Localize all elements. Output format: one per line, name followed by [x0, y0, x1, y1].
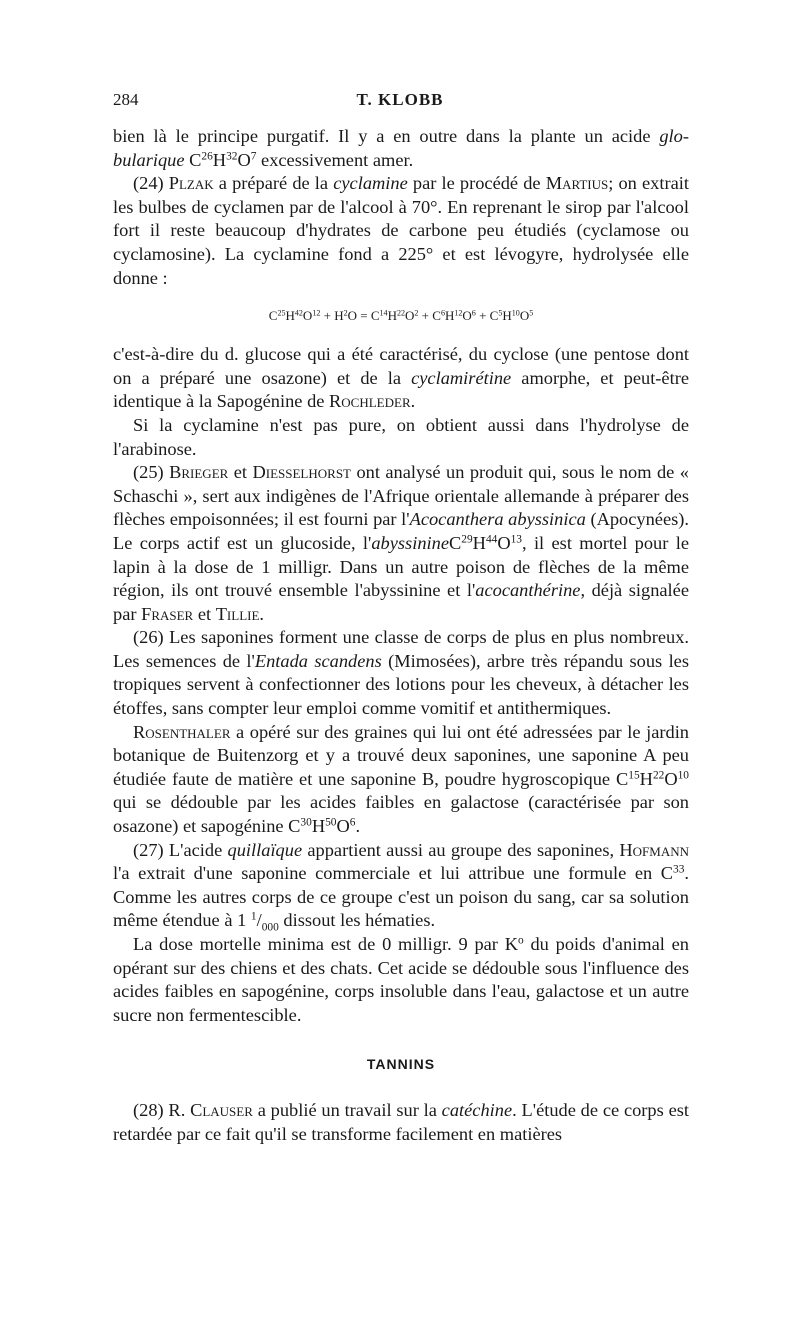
italic-term: globularique — [113, 126, 689, 170]
text-run: O — [497, 532, 511, 553]
paragraph — [113, 414, 689, 461]
text-run: H — [285, 308, 295, 324]
superscript: 6 — [440, 308, 445, 318]
superscript: 14 — [379, 308, 388, 318]
italic-term: acocanthérine — [475, 580, 581, 601]
superscript: o — [518, 934, 524, 947]
paragraph — [113, 933, 689, 1027]
superscript: 26 — [201, 150, 213, 163]
author-name: Brieger — [169, 462, 229, 483]
superscript: 50 — [325, 816, 337, 829]
paragraph — [113, 839, 689, 933]
text-run: (24) — [133, 173, 169, 194]
text-run: C — [268, 308, 278, 324]
superscript: 22 — [652, 769, 665, 782]
text-run: O — [664, 768, 678, 789]
italic-term: catéchine — [441, 1100, 513, 1121]
superscript: 12 — [454, 308, 463, 318]
text-run: . — [259, 603, 265, 624]
text-run: ; on extrait les bulbes de cyclamen par de l'alcool à 70°. En reprenant le sirop par l'alcool fort il reste beaucoup d'hydrates de carbone peu étudiés (cyclamose ou cyclamosine). La cyclamine fond a 225° et est lévogyre, hydrolysée elle donne : — [113, 173, 689, 288]
text-run: , il est mortel pour le lapin à la dose de 1 milligr. Dans un autre poison de flèches de la même région, ils ont trouvé ensemble l'abyssinine et l' — [113, 532, 689, 601]
text-run: H — [639, 768, 653, 789]
paragraph — [113, 721, 689, 839]
section-heading — [113, 1053, 689, 1075]
text-run: a opéré sur des graines qui lui ont été adressées par le jardin botanique de Buitenzorg et y a trouvé deux saponines, une saponine A peu étudiée faute de matière et une saponine B, poudre hygroscopique C — [113, 721, 689, 789]
text-run: O — [237, 149, 251, 170]
text-run: (28) R. — [133, 1100, 191, 1121]
author-name: Clauser — [190, 1100, 253, 1121]
superscript: 29 — [461, 533, 473, 546]
superscript: 12 — [312, 308, 321, 318]
author-name: Tillie — [215, 603, 260, 624]
text-run: C — [184, 149, 202, 170]
text-run: + H — [320, 308, 344, 324]
text-run: . Comme les autres corps de ce groupe c'est un poison du sang, car sa solution même étendue à 1 — [113, 863, 689, 931]
superscript: 2 — [414, 308, 419, 318]
text-run: O — [462, 308, 472, 324]
superscript: 42 — [294, 308, 303, 318]
text-run: H — [387, 308, 397, 324]
text-run: C — [448, 532, 462, 553]
paragraph — [113, 125, 689, 172]
superscript: 22 — [396, 308, 405, 318]
text-run: excessivement amer. — [256, 149, 414, 170]
text-run: amorphe, et peut-être identique à la Sapogénine de — [113, 367, 689, 412]
paragraph — [113, 626, 689, 720]
superscript: 32 — [226, 150, 238, 163]
text-run: + C — [475, 308, 499, 324]
author-name: Fraser — [141, 603, 194, 624]
chemical-equation — [113, 306, 689, 326]
italic-term: Entada scandens — [254, 650, 382, 671]
text-run: a préparé de la — [213, 173, 334, 194]
superscript: 6 — [349, 816, 356, 829]
text-run: H — [502, 308, 512, 324]
text-run: l'a extrait d'une saponine commerciale et lui attribue une formule en C — [113, 863, 673, 884]
text-run: La dose mortelle minima est de 0 milligr. 9 par K — [133, 934, 518, 954]
text-run: dissout les hématies. — [278, 910, 436, 931]
author-name: Hofmann — [619, 839, 689, 860]
superscript: 10 — [511, 308, 520, 318]
text-run: (Mimosées), arbre très répandu sous les tropiques servent à confectionner des lotions pour les cheveux, à détacher les étoffes, sans compter leur emploi comme vomitif et antithermiques. — [113, 650, 689, 719]
text-run: c'est-à-dire du d. glucose qui a été caractérisé, du cyclose (une pentose dont on a préparé une osazone) et de la — [113, 344, 689, 388]
superscript: 5 — [498, 308, 503, 318]
superscript: 1 — [250, 911, 257, 924]
text-run: O — [519, 308, 530, 324]
author-name: Rochleder — [329, 391, 411, 412]
superscript: 6 — [471, 308, 476, 318]
superscript: 5 — [529, 308, 534, 318]
text-run: H — [444, 308, 455, 324]
text-run: + C — [418, 308, 441, 324]
text-run: O — [302, 308, 313, 324]
text-run: et — [193, 603, 216, 624]
text-run: O — [336, 816, 350, 837]
text-run: H — [472, 532, 486, 553]
paragraph — [113, 461, 689, 626]
author-name: Diesselhorst — [252, 462, 351, 483]
text-run: Si la cyclamine n'est pas pure, on obtient aussi dans l'hydrolyse de l'arabinose. — [113, 414, 689, 459]
superscript: 33 — [673, 863, 685, 876]
text-run: (26) Les saponines forment une classe de corps de plus en plus nombreux. Les semences de l' — [113, 627, 689, 671]
subscript: 000 — [261, 922, 279, 935]
text-run: , déjà signalée par — [113, 580, 689, 624]
text-run: ont analysé un produit qui, sous le nom de « Schaschi », sert aux indigènes de l'Afrique orientale allemande à préparer des flèches empoisonnées; il est fourni par l' — [113, 462, 689, 530]
italic-term: cyclamine — [333, 173, 408, 194]
text-run: . — [410, 391, 416, 412]
superscript: 15 — [628, 769, 640, 782]
text-run: . — [355, 816, 361, 837]
page-number: 284 — [113, 90, 139, 109]
text-run: H — [311, 816, 326, 837]
superscript: 13 — [510, 533, 522, 546]
text-run: O = C — [347, 308, 380, 324]
italic-term: Acocanthera abyssinica — [409, 509, 586, 530]
paragraph — [113, 1099, 689, 1146]
author-name: Martius — [545, 173, 609, 194]
italic-term: quillaïque — [227, 839, 303, 860]
text-run: qui se dédouble par les acides faibles en galactose (caractérisée par son osazone) et sapogénine C — [113, 792, 689, 837]
superscript: 2 — [343, 308, 348, 318]
superscript: 10 — [677, 769, 689, 782]
superscript: 7 — [250, 150, 257, 163]
superscript: 30 — [300, 816, 312, 829]
italic-term: abyssinine — [371, 532, 449, 553]
page-header — [113, 90, 687, 114]
italic-term: cyclamirétine — [411, 367, 512, 388]
text-run: TANNINS — [366, 1056, 436, 1073]
running-head: T. KLOBB — [356, 90, 444, 109]
body-text — [113, 125, 689, 1147]
text-run: par le procédé de — [407, 173, 546, 194]
paragraph — [113, 343, 689, 414]
paragraph — [113, 172, 689, 290]
superscript: 25 — [277, 308, 286, 318]
author-name: Plzak — [168, 173, 214, 194]
superscript: 44 — [485, 533, 498, 546]
text-run: appartient aussi au groupe des saponines, — [302, 839, 620, 860]
text-run: et — [228, 462, 253, 483]
text-run: O — [405, 308, 415, 324]
text-run: a publié un travail sur la — [252, 1100, 442, 1121]
text-run: . L'étude de ce corps est retardée par ce fait qu'il se transforme facilement en matières — [113, 1100, 689, 1144]
text-run: (25) — [133, 462, 170, 483]
text-run: H — [212, 149, 227, 170]
text-run: du poids d'animal en opérant sur des chiens et des chats. Cet acide se dédouble sous l'influence des acides faibles en sapogénine, corps insoluble dans l'eau, galactose et un autre sucre non fermentescible. — [113, 934, 689, 1025]
text-run: bien là le principe purgatif. Il y a en outre dans la plante un acide — [113, 126, 660, 146]
text-run: (27) L'acide — [133, 839, 228, 860]
text-run: (Apocynées). Le corps actif est un glucoside, l' — [113, 509, 690, 553]
text-run: / — [256, 910, 262, 931]
author-name: Rosenthaler — [133, 721, 231, 742]
